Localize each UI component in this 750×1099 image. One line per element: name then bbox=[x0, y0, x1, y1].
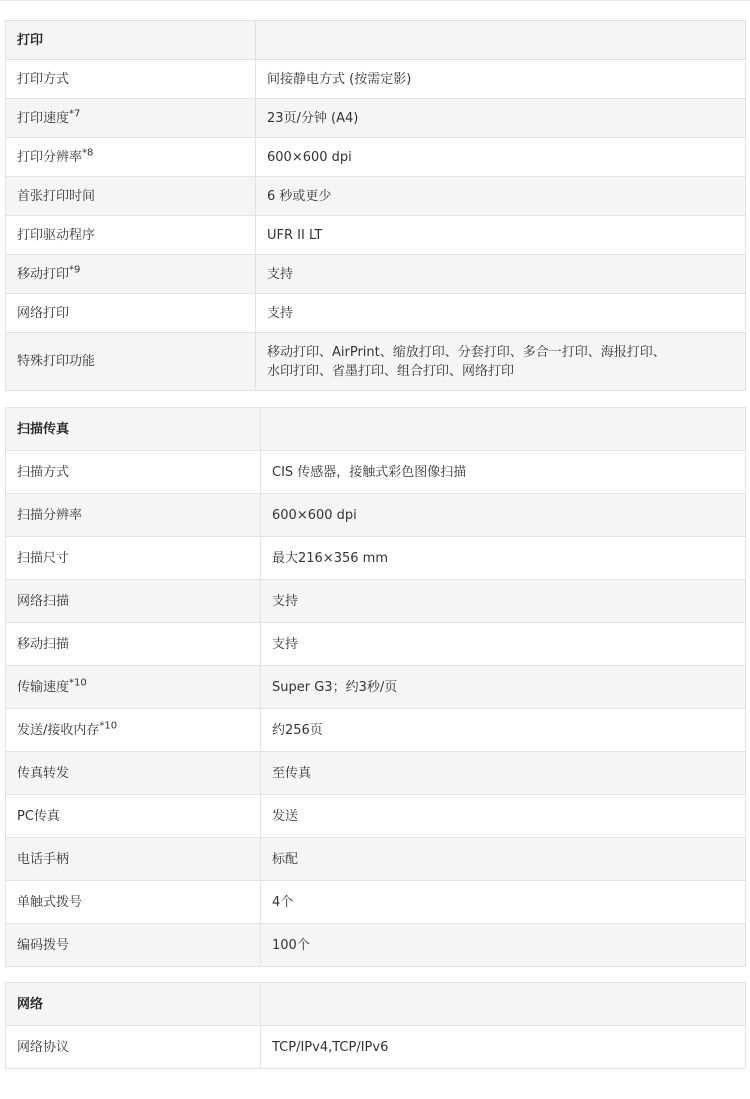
table-row bbox=[6, 216, 746, 255]
spec-label: 单触式拨号 bbox=[6, 881, 261, 924]
spec-label: 网络打印 bbox=[6, 294, 256, 333]
spec-label: 编码拨号 bbox=[6, 924, 261, 967]
spec-label: 移动扫描 bbox=[6, 623, 261, 666]
table-row bbox=[6, 752, 746, 795]
spec-label: 传真转发 bbox=[6, 752, 261, 795]
spec-label: 打印驱动程序 bbox=[6, 216, 256, 255]
spec-label: 传输速度$^{*10}$ bbox=[6, 666, 261, 709]
section-header-empty bbox=[261, 408, 746, 451]
footnote-ref: *10 bbox=[99, 720, 118, 732]
spec-label: 打印速度$^{*7}$ bbox=[6, 99, 256, 138]
table-row bbox=[6, 537, 746, 580]
spec-value: 间接静电方式 (按需定影) bbox=[256, 60, 746, 99]
spec-value: CIS 传感器，接触式彩色图像扫描 bbox=[261, 451, 746, 494]
spec-value: TCP/IPv4,TCP/IPv6 bbox=[261, 1026, 746, 1069]
section-header-empty bbox=[261, 983, 746, 1026]
spec-value: 600×600 dpi bbox=[261, 494, 746, 537]
table-row bbox=[6, 795, 746, 838]
table-row bbox=[6, 294, 746, 333]
table-row bbox=[6, 99, 746, 138]
spec-value: 支持 bbox=[256, 255, 746, 294]
spec-value: 6 秒或更少 bbox=[256, 177, 746, 216]
section-title: 扫描传真 bbox=[6, 408, 261, 451]
spec-value: 支持 bbox=[256, 294, 746, 333]
spec-value: Super G3；约3秒/页 bbox=[261, 666, 746, 709]
spec-label: 网络扫描 bbox=[6, 580, 261, 623]
spec-value: 约256页 bbox=[261, 709, 746, 752]
spec-value: 23页/分钟 (A4) bbox=[256, 99, 746, 138]
spec-label: 扫描分辨率 bbox=[6, 494, 261, 537]
spec-value: 至传真 bbox=[261, 752, 746, 795]
spec-label: 发送/接收内存$^{*10}$ bbox=[6, 709, 261, 752]
section-header-scan-fax bbox=[6, 408, 746, 451]
spec-label: 网络协议 bbox=[6, 1026, 261, 1069]
spec-label: 首张打印时间 bbox=[6, 177, 256, 216]
spec-value: 标配 bbox=[261, 838, 746, 881]
section-header-network bbox=[6, 983, 746, 1026]
spec-value: UFR II LT bbox=[256, 216, 746, 255]
spec-label: 特殊打印功能 bbox=[6, 333, 256, 391]
spec-value: 支持 bbox=[261, 623, 746, 666]
table-row bbox=[6, 1026, 746, 1069]
spec-label: 打印方式 bbox=[6, 60, 256, 99]
network-spec-table bbox=[5, 982, 746, 1069]
table-row bbox=[6, 451, 746, 494]
scan-fax-spec-table bbox=[5, 407, 746, 967]
footnote-ref: *8 bbox=[82, 147, 94, 159]
top-divider bbox=[0, 0, 750, 1]
spec-value: 支持 bbox=[261, 580, 746, 623]
spec-value: 100个 bbox=[261, 924, 746, 967]
table-row bbox=[6, 60, 746, 99]
table-row bbox=[6, 881, 746, 924]
spec-value: 4个 bbox=[261, 881, 746, 924]
table-row bbox=[6, 580, 746, 623]
spec-label: PC传真 bbox=[6, 795, 261, 838]
spec-value: 最大216×356 mm bbox=[261, 537, 746, 580]
table-row bbox=[6, 709, 746, 752]
table-row bbox=[6, 333, 746, 391]
table-row bbox=[6, 666, 746, 709]
footnote-ref: *10 bbox=[69, 677, 87, 689]
spec-label: 移动打印$^{*9}$ bbox=[6, 255, 256, 294]
footnote-ref: *9 bbox=[69, 264, 81, 276]
table-row bbox=[6, 138, 746, 177]
spec-value: 发送 bbox=[261, 795, 746, 838]
spec-label: 扫描方式 bbox=[6, 451, 261, 494]
table-row bbox=[6, 177, 746, 216]
table-row bbox=[6, 838, 746, 881]
spec-value: 600×600 dpi bbox=[256, 138, 746, 177]
spec-label: 扫描尺寸 bbox=[6, 537, 261, 580]
table-row bbox=[6, 494, 746, 537]
spec-label: 电话手柄 bbox=[6, 838, 261, 881]
table-row bbox=[6, 623, 746, 666]
section-header-print bbox=[6, 21, 746, 60]
spec-value: 移动打印、AirPrint、缩放打印、分套打印、多合一打印、海报打印、 水印打印、省墨打印、组合打印、网络打印 bbox=[256, 333, 746, 391]
table-row bbox=[6, 924, 746, 967]
spec-label: 打印分辨率$^{*8}$ bbox=[6, 138, 256, 177]
table-row bbox=[6, 255, 746, 294]
section-title: 打印 bbox=[6, 21, 256, 60]
footnote-ref: *7 bbox=[69, 108, 81, 120]
print-spec-table bbox=[5, 20, 746, 391]
section-header-empty bbox=[256, 21, 746, 60]
section-title: 网络 bbox=[6, 983, 261, 1026]
